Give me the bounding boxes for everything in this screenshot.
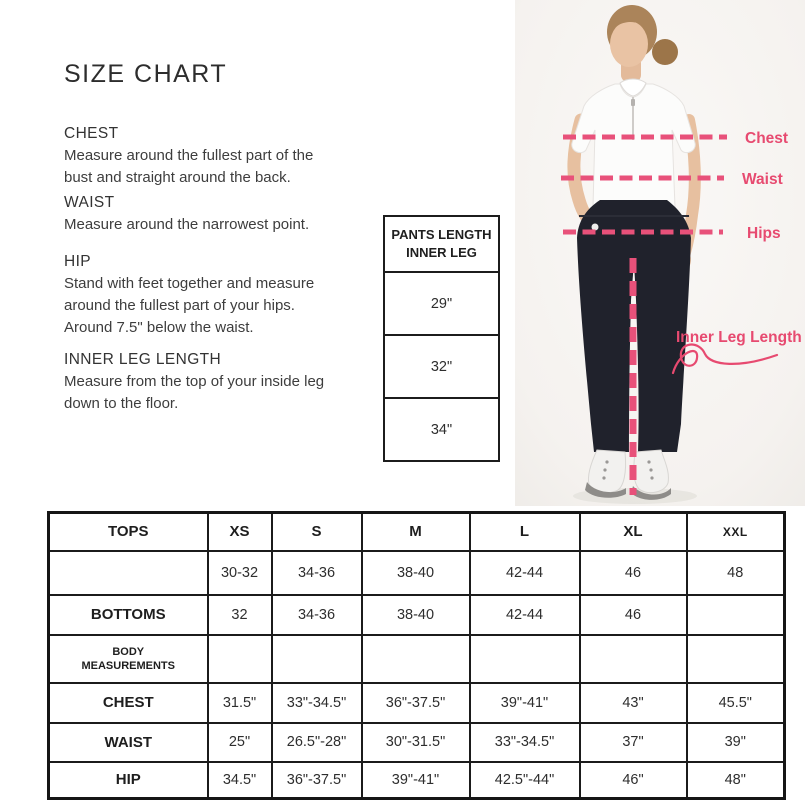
body-measurements-line1: BODY (112, 645, 145, 658)
table-cell: 34-36 (272, 595, 362, 635)
guide-heading: CHEST (64, 125, 119, 142)
table-cell: 36"-37.5" (272, 762, 362, 799)
table-row-body-measurements (49, 635, 785, 683)
table-cell: 46 (580, 595, 687, 635)
table-cell: 26.5"-28" (272, 723, 362, 762)
pants-table-header-line2: INNER LEG (406, 245, 477, 260)
table-cell (362, 635, 470, 683)
table-cell: 38-40 (362, 595, 470, 635)
table-cell: WAIST (49, 723, 208, 762)
table-cell: 33"-34.5" (272, 683, 362, 723)
guide-heading: WAIST (64, 194, 115, 211)
size-table-header-xl: XL (580, 513, 687, 551)
table-cell: 48" (687, 762, 785, 799)
pants-table-cell: 34" (430, 421, 453, 438)
table-cell: 42.5"-44" (470, 762, 580, 799)
page-title: SIZE CHART (64, 60, 228, 88)
table-cell: 43" (580, 683, 687, 723)
size-table-header-xxl: XXL (687, 513, 785, 551)
table-cell: 39" (687, 723, 785, 762)
table-row-chest (49, 683, 785, 723)
table-cell: 25" (208, 723, 272, 762)
size-table-header-m: M (362, 513, 470, 551)
guide-line: Around 7.5" below the waist. (64, 319, 254, 336)
table-cell: 34.5" (208, 762, 272, 799)
table-cell: 30"-31.5" (362, 723, 470, 762)
model-photo (515, 0, 805, 506)
table-row-hip (49, 762, 785, 799)
guide-line: Measure around the fullest part of the (64, 147, 314, 164)
size-table-header-l: L (470, 513, 580, 551)
pants-table-cell: 29" (385, 273, 498, 336)
table-cell (272, 635, 362, 683)
guide-line: Stand with feet together and measure (64, 275, 315, 292)
table-cell: 38-40 (362, 551, 470, 595)
guide-heading: INNER LEG LENGTH (64, 351, 222, 368)
table-cell: BOTTOMS (49, 595, 208, 635)
model-left-shoe (588, 450, 625, 493)
chest-label: Chest (745, 130, 789, 147)
size-table-header-row (49, 513, 785, 551)
table-cell: 33"-34.5" (470, 723, 580, 762)
table-cell: HIP (49, 762, 208, 799)
model-zipper-pull (631, 99, 635, 106)
table-cell: 36"-37.5" (362, 683, 470, 723)
guide-line: Measure from the top of your inside leg (64, 373, 325, 390)
table-cell: 45.5" (687, 683, 785, 723)
hips-label: Hips (747, 225, 781, 242)
table-cell: 31.5" (208, 683, 272, 723)
table-cell (49, 635, 208, 683)
guide-section-waist (64, 192, 399, 236)
table-cell: 39"-41" (362, 762, 470, 799)
table-row-bottoms (49, 595, 785, 635)
table-cell: 30-32 (208, 551, 272, 595)
size-table-header-tops: TOPS (49, 513, 208, 551)
guide-line: bust and straight around the back. (64, 169, 291, 186)
guide-section-hip (64, 251, 399, 339)
table-cell: 48 (687, 551, 785, 595)
table-cell: 34-36 (272, 551, 362, 595)
table-cell (687, 635, 785, 683)
guide-heading: HIP (64, 253, 92, 270)
guide-section-chest (64, 123, 399, 189)
model-figure-illustration (515, 0, 805, 506)
table-cell: 39"-41" (470, 683, 580, 723)
size-table-header-s: S (272, 513, 362, 551)
table-cell: 46" (580, 762, 687, 799)
guide-section-inner-leg (64, 349, 399, 415)
guide-line: around the fullest part of your hips. (64, 297, 295, 314)
model-head (610, 21, 648, 67)
table-cell (470, 635, 580, 683)
guide-line: Measure around the narrowest point. (64, 216, 310, 233)
inner-leg-label: Inner Leg Length (676, 329, 802, 346)
pants-length-table (383, 215, 500, 462)
table-row-tops-values (49, 551, 785, 595)
size-table (47, 511, 786, 800)
table-cell (580, 635, 687, 683)
table-cell: CHEST (49, 683, 208, 723)
table-cell: 42-44 (470, 551, 580, 595)
body-measurements-line2: MEASUREMENTS (81, 659, 175, 672)
size-table-header-xs: XS (208, 513, 272, 551)
table-cell: 37" (580, 723, 687, 762)
pants-table-header-line1: PANTS LENGTH (391, 227, 492, 242)
pants-emblem (592, 224, 599, 231)
table-cell (49, 551, 208, 595)
table-cell: 46 (580, 551, 687, 595)
guide-line: down to the floor. (64, 395, 179, 412)
pants-table-cell: 32" (385, 336, 498, 399)
table-cell (208, 635, 272, 683)
table-cell (687, 595, 785, 635)
pants-table-header (385, 217, 498, 273)
table-row-waist (49, 723, 785, 762)
model-hair-bun (652, 39, 678, 65)
table-cell: 32 (208, 595, 272, 635)
waist-label: Waist (742, 171, 783, 188)
table-cell: 42-44 (470, 595, 580, 635)
